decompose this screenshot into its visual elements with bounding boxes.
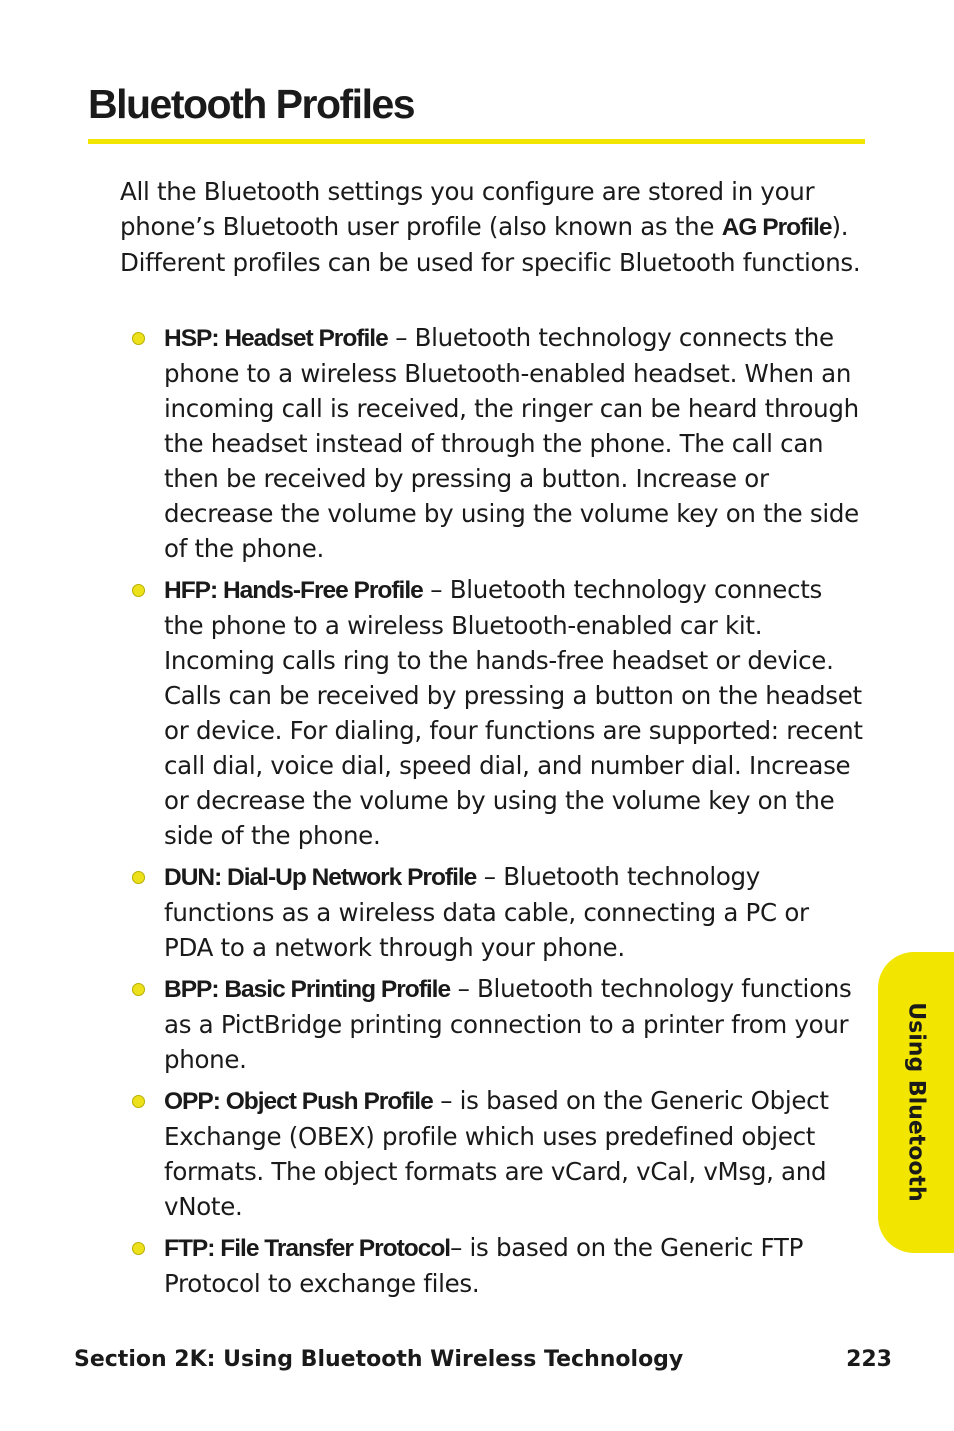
side-tab-label: Using Bluetooth [903, 1002, 929, 1202]
footer-section-title: Section 2K: Using Bluetooth Wireless Technology [74, 1347, 684, 1372]
profile-term: HFP: Hands-Free Profile [164, 577, 423, 604]
profile-term: FTP: File Transfer Protocol [164, 1235, 451, 1262]
intro-text-after: ). Different profiles can be used for specific Bluetooth functions. [120, 212, 861, 277]
bullet-icon [132, 1095, 145, 1108]
list-item [120, 572, 865, 853]
intro-bold-term: AG Profile [721, 214, 832, 241]
intro-paragraph [120, 174, 865, 280]
profile-description: – Bluetooth technology connects the phone to a wireless Bluetooth-enabled car kit. Incoming calls ring to the hands-free headset or device. Calls can be received by pressing a button on the headset or device. For dialing, four functions are supported: recent call dial, voice dial, speed dial, and number dial. Increase or decrease the volume by using the volume key on the side of the phone. [164, 575, 863, 850]
list-item [120, 859, 865, 965]
section-side-tab [878, 952, 954, 1253]
profile-term: DUN: Dial-Up Network Profile [164, 864, 477, 891]
profile-term: BPP: Basic Printing Profile [164, 976, 451, 1003]
page-footer [74, 1344, 892, 1376]
profile-term: HSP: Headset Profile [164, 325, 388, 352]
profile-list [120, 320, 865, 1307]
bullet-icon [132, 871, 145, 884]
bullet-icon [132, 983, 145, 996]
profile-description: – is based on the Generic FTP Protocol to exchange files. [164, 1233, 804, 1298]
title-underline [88, 139, 865, 144]
bullet-icon [132, 332, 145, 345]
list-item [120, 1083, 865, 1224]
list-item [120, 1230, 865, 1301]
profile-term: OPP: Object Push Profile [164, 1088, 433, 1115]
intro-text-before: All the Bluetooth settings you configure are stored in your phone’s Bluetooth user profile (also known as the [120, 177, 815, 241]
profile-description: – is based on the Generic Object Exchange (OBEX) profile which uses predefined object formats. The object formats are vCard, vCal, vMsg, and vNote. [164, 1086, 829, 1221]
page-title: Bluetooth Profiles [88, 81, 415, 127]
profile-description: – Bluetooth technology functions as a wireless data cable, connecting a PC or PDA to a network through your phone. [164, 862, 809, 962]
bullet-icon [132, 1242, 145, 1255]
footer-page-number: 223 [846, 1347, 892, 1372]
list-item [120, 320, 865, 566]
bullet-icon [132, 584, 145, 597]
profile-description: – Bluetooth technology functions as a PictBridge printing connection to a printer from your phone. [164, 974, 852, 1074]
list-item [120, 971, 865, 1077]
profile-description: – Bluetooth technology connects the phone to a wireless Bluetooth-enabled headset. When an incoming call is received, the ringer can be heard through the headset instead of through the phone. The call can then be received by pressing a button. Increase or decrease the volume by using the volume key on the side of the phone. [164, 323, 859, 563]
